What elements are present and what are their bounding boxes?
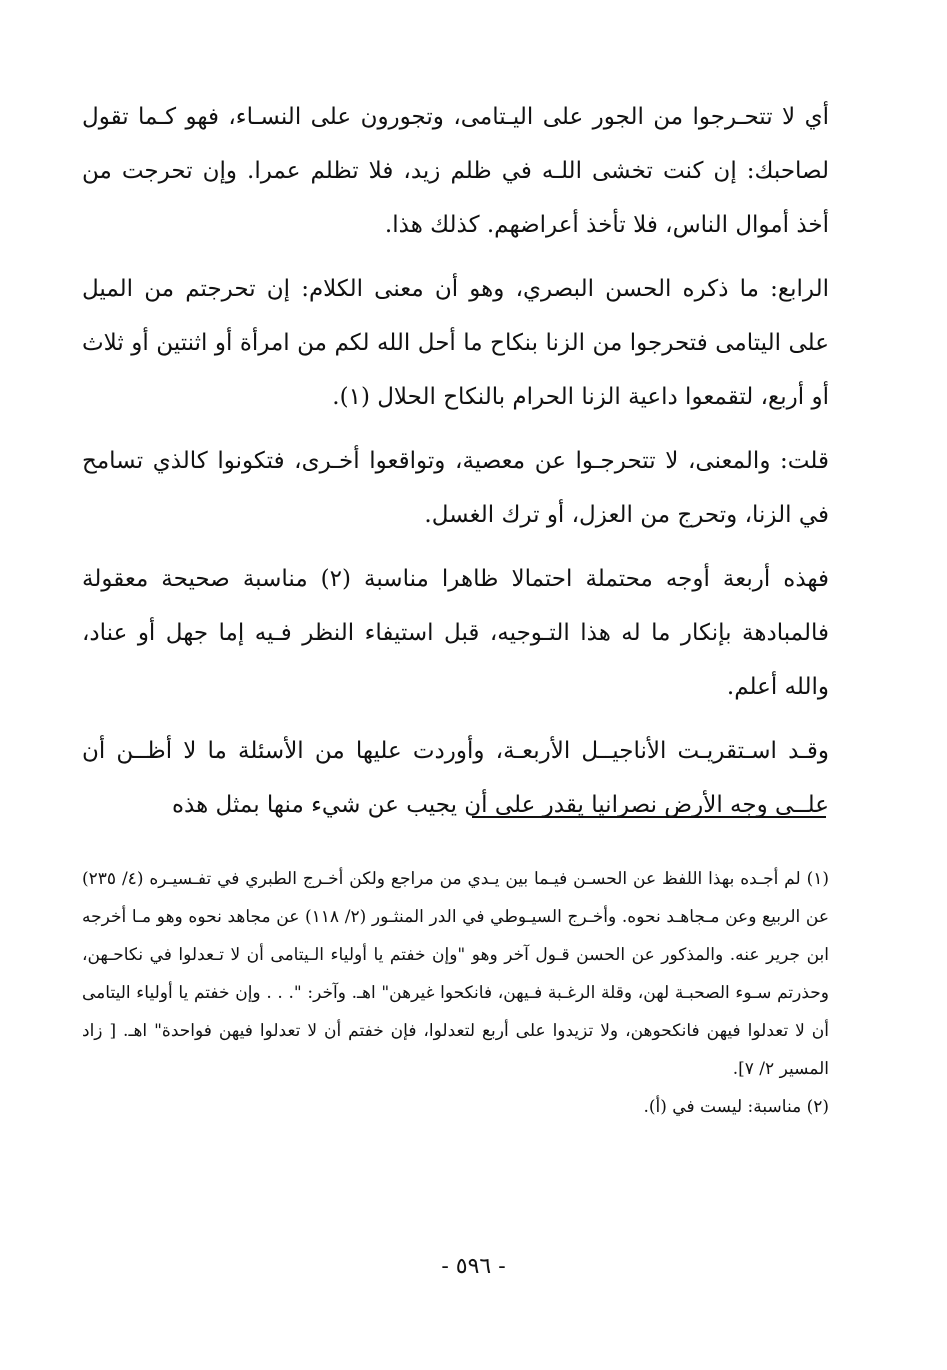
paragraph-4: فهذه أربعة أوجه محتملة احتمالا ظاهرا مناسبة (٢) مناسبة صحيحة معقولة فالمبادهة بإنكار ما له هذا التـوجيه، قبل استيفاء النظر فـيه إما جهل أو عناد، والله أعلم. — [82, 566, 830, 700]
paragraph-3: قلت: والمعنى، لا تتحرجـوا عن معصية، وتواقعوا أخـرى، فتكونوا كالذي تسامح في الزنا، وتحرج من العزل، أو ترك الغسل. — [82, 448, 829, 528]
footnotes — [82, 860, 829, 1126]
footnote-1: (١) لم أجـده بهذا اللفظ عن الحسـن فيـما بين يـدي من مراجع ولكن أخـرج الطبري في تفـسيـره (٤/ ٢٣٥) عن الربيع وعن مـجاهـد نحوه. وأخـرج السيـوطي في الدر المنثـور (٢/ ١١٨) عن مجاهد نحوه وهو مـا أخرجه ابن جرير عنه. والمذكور عن الحسن قـول آخر وهو "وإن خفتم يا أولياء الـيتامى أن لا تـعدلوا في نكاحـهن، وحذرتم سـوء الصحبـة لهن، وقلة الرغـبة فـيهن، فانكحوا غيرهن" اهـ. وآخر: ". . . وإن خفتم يا أولياء اليتامى أن لا تعدلوا فيهن فانكحوهن، ولا تزيدوا على أربع لتعدلوا، فإن خفتم أن لا تعدلوا فيهن فواحدة" اهـ. [ زاد المسير ٢/ ٧]. — [82, 869, 829, 1079]
page-number: - ٥٩٦ - — [441, 1254, 506, 1279]
paragraph-5: وقـد اسـتقريـت الأناجيــل الأربعـة، وأوردت عليها من الأسئلة ما لا أظــن أن علــى وجه الأرض نصرانيا يقدر على أن يجيب عن شيء منها بمثل هذه — [82, 738, 829, 818]
paragraph-2: الرابع: ما ذكره الحسن البصري، وهو أن معنى الكلام: إن تحرجتم من الميل على اليتامى فتحرجوا من الزنا بنكاح ما أحل الله لكم من امرأة أو اثنتين أو ثلاث أو أربع، لتقمعوا داعية الزنا الحرام بالنكاح الحلال (١). — [82, 276, 829, 410]
paragraph-1: أي لا تتحـرجوا من الجور على اليـتامى، وتجورون على النسـاء، فهو كـما تقول لصاحبك: إن كنت تخشى اللـه في ظلم زيد، فلا تظلم عمرا. وإن تحرجت من أخذ أموال الناس، فلا تأخذ أعراضهم. كذلك هذا. — [82, 104, 829, 238]
footnote-separator — [472, 816, 826, 818]
main-text — [82, 90, 829, 842]
footnote-2: (٢) مناسبة: ليست في (أ). — [643, 1097, 829, 1117]
